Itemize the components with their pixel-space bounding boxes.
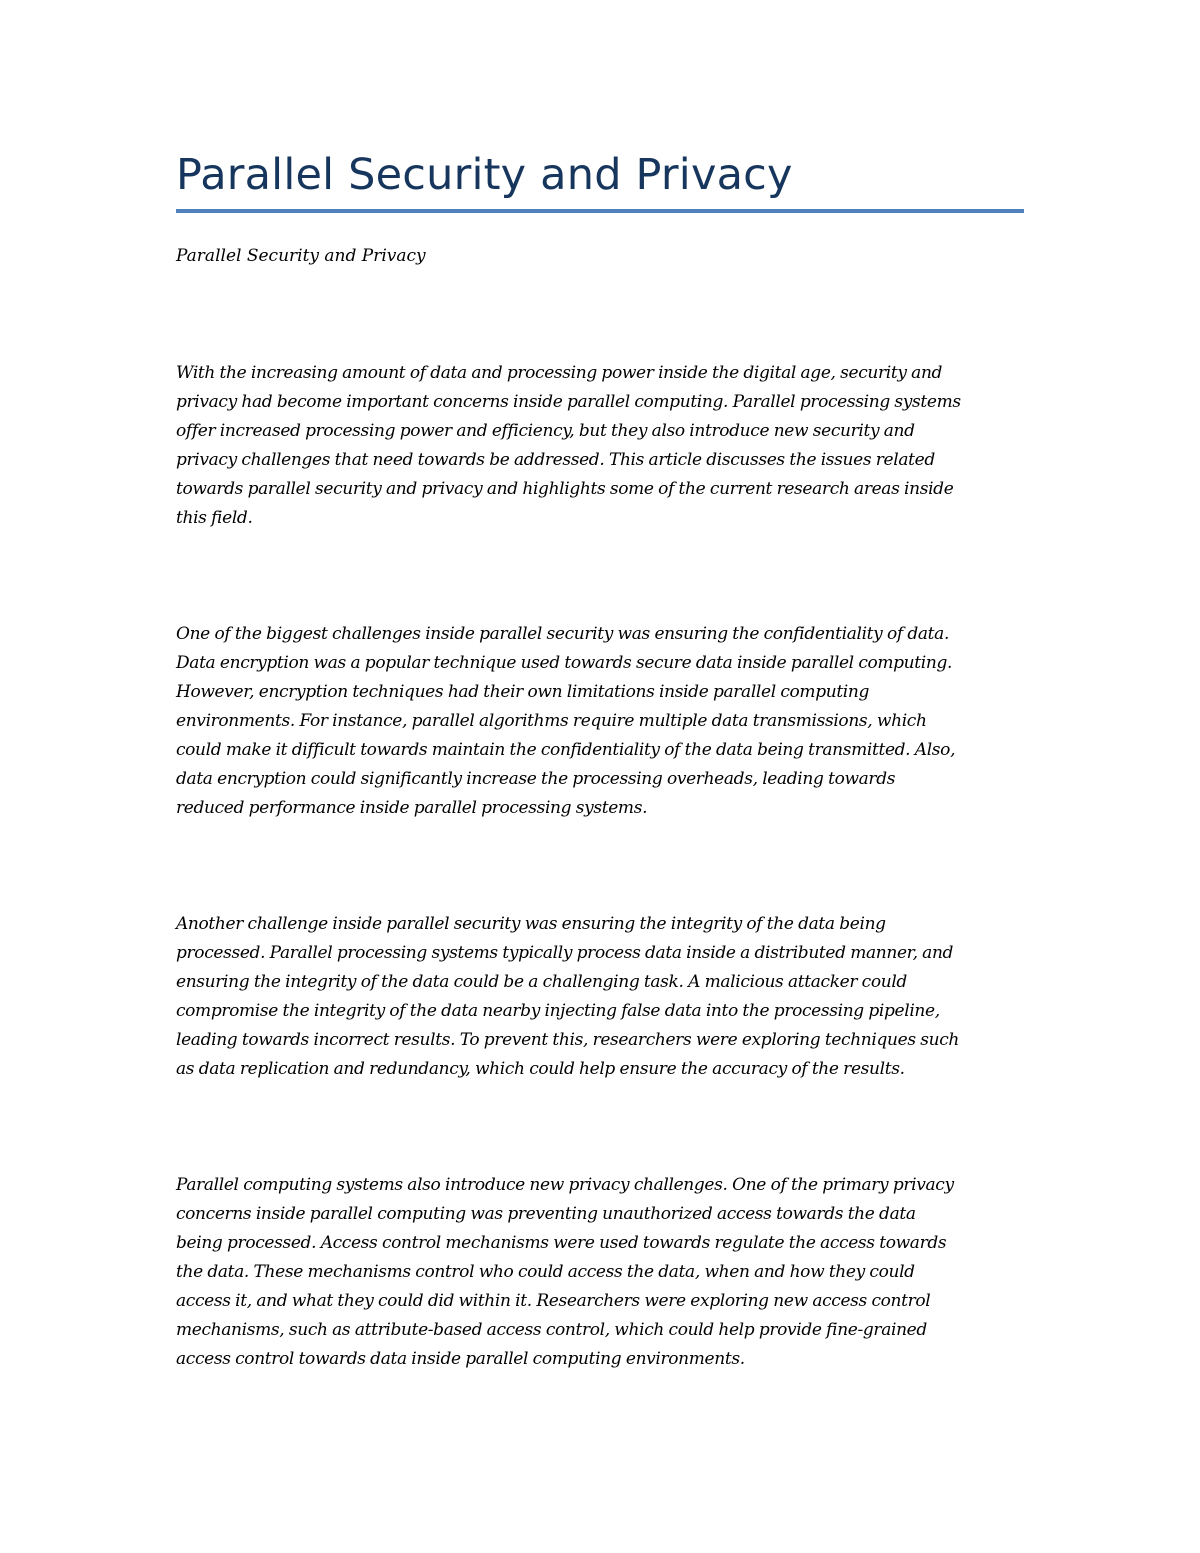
paragraph-line: Parallel computing systems also introduce new privacy challenges. One of the primary privacy: [176, 1175, 954, 1195]
paragraph-line: the data. These mechanisms control who could access the data, when and how they could: [176, 1262, 915, 1282]
paragraph-line: However, encryption techniques had their own limitations inside parallel computing: [176, 682, 870, 702]
paragraph-line: compromise the integrity of the data nearby injecting false data into the processing pipeline,: [176, 1001, 940, 1021]
paragraph-line: mechanisms, such as attribute-based access control, which could help provide fine-grained: [176, 1320, 927, 1340]
paragraph-line: One of the biggest challenges inside parallel security was ensuring the confidentiality of data.: [176, 624, 949, 644]
paragraph-line: as data replication and redundancy, which could help ensure the accuracy of the results.: [176, 1059, 905, 1079]
paragraph-line: privacy had become important concerns inside parallel computing. Parallel processing systems: [176, 392, 961, 412]
document-title: Parallel Security and Privacy: [176, 150, 793, 200]
paragraph-line: processed. Parallel processing systems typically process data inside a distributed manner, and: [176, 943, 954, 963]
paragraph-line: towards parallel security and privacy and highlights some of the current research areas inside: [176, 479, 954, 499]
paragraph-line: being processed. Access control mechanisms were used towards regulate the access towards: [176, 1233, 947, 1253]
paragraph-line: access it, and what they could did within it. Researchers were exploring new access control: [176, 1291, 931, 1311]
paragraph-line: could make it difficult towards maintain the confidentiality of the data being transmitted. Also,: [176, 740, 956, 760]
paragraph-line: ensuring the integrity of the data could be a challenging task. A malicious attacker could: [176, 972, 907, 992]
paragraph-line: concerns inside parallel computing was preventing unauthorized access towards the data: [176, 1204, 916, 1224]
paragraph-integrity: [176, 910, 1036, 1084]
paragraph-introduction: [176, 359, 1036, 533]
paragraph-confidentiality: [176, 620, 1036, 823]
paragraph-line: Data encryption was a popular technique used towards secure data inside parallel computing.: [176, 653, 953, 673]
paragraph-line: reduced performance inside parallel processing systems.: [176, 798, 648, 818]
paragraph-line: offer increased processing power and efficiency, but they also introduce new security and: [176, 421, 915, 441]
document-subtitle: Parallel Security and Privacy: [176, 246, 426, 266]
title-underline-divider: [176, 209, 1024, 213]
paragraph-line: data encryption could significantly increase the processing overheads, leading towards: [176, 769, 896, 789]
paragraph-line: access control towards data inside parallel computing environments.: [176, 1349, 745, 1369]
paragraph-line: leading towards incorrect results. To prevent this, researchers were exploring techniques such: [176, 1030, 960, 1050]
paragraph-line: Another challenge inside parallel security was ensuring the integrity of the data being: [176, 914, 886, 934]
paragraph-line: With the increasing amount of data and processing power inside the digital age, security and: [176, 363, 943, 383]
paragraph-line: privacy challenges that need towards be addressed. This article discusses the issues related: [176, 450, 935, 470]
paragraph-line: this field.: [176, 508, 253, 528]
paragraph-privacy: [176, 1171, 1036, 1374]
paragraph-line: environments. For instance, parallel algorithms require multiple data transmissions, which: [176, 711, 927, 731]
